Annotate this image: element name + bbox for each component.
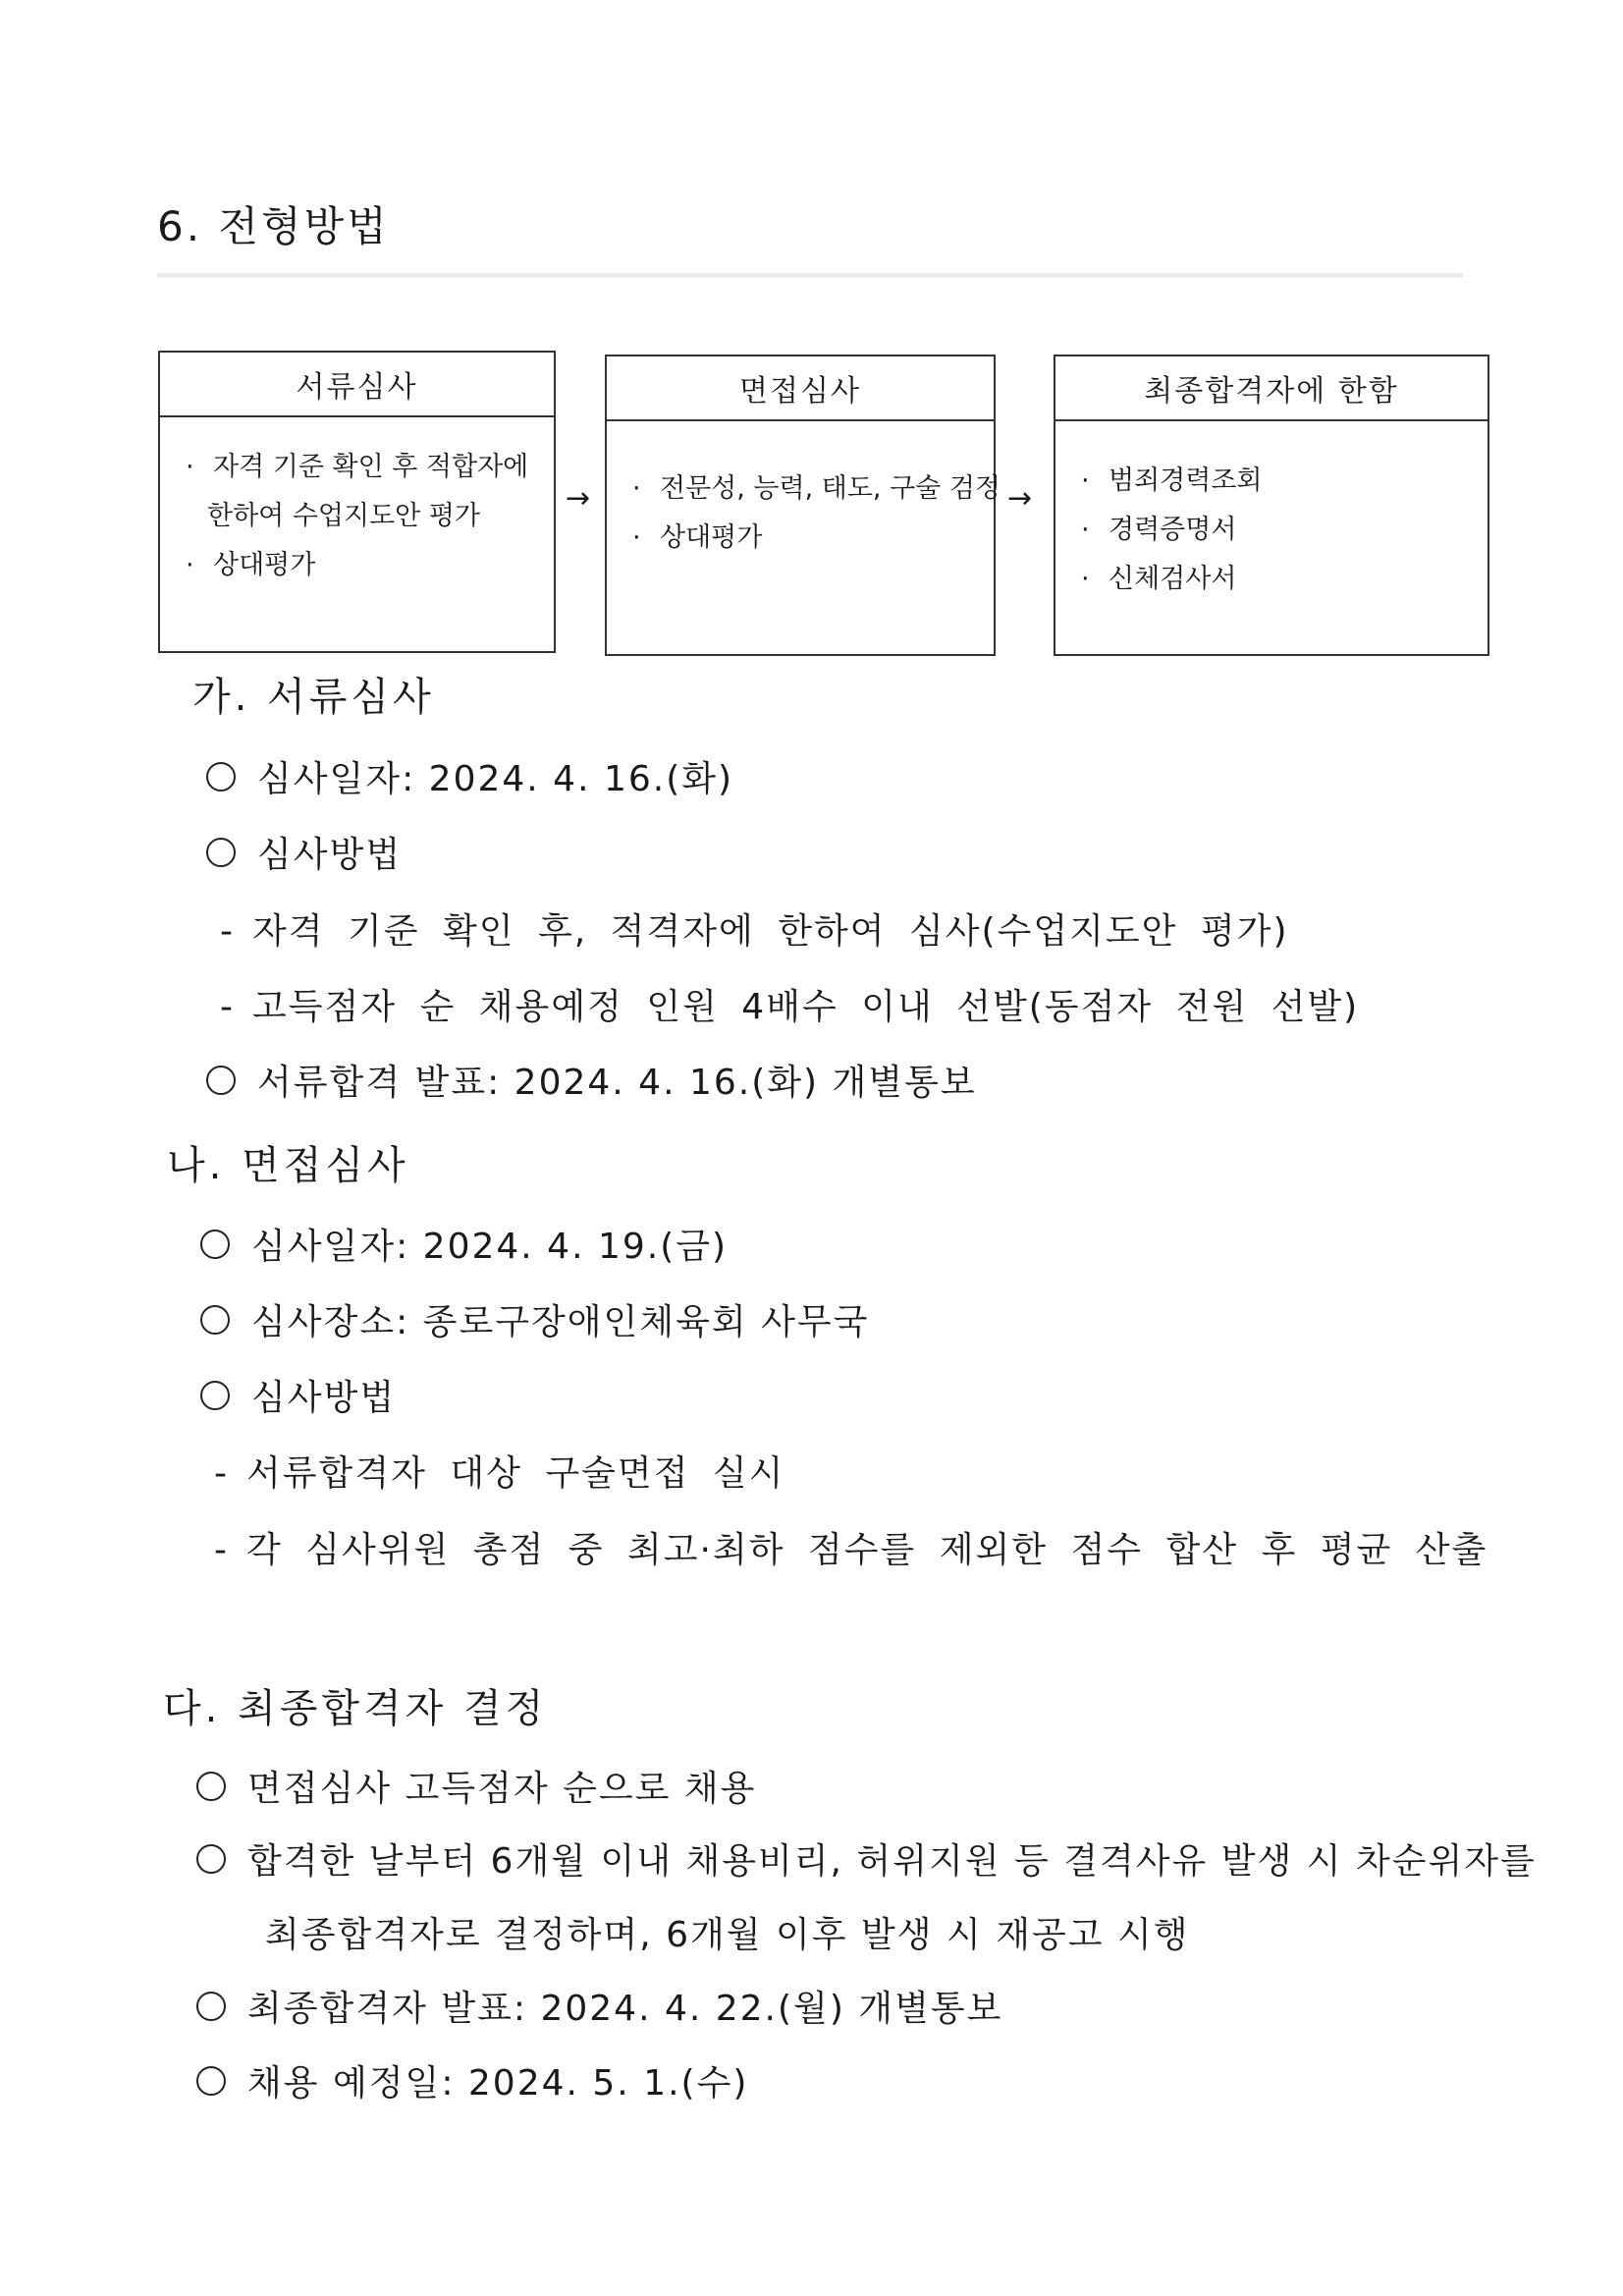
flow-bullet: · 범죄경력조회 — [1081, 465, 1263, 496]
circle-bullet-icon — [196, 1844, 226, 1874]
list-subitem: - 각 심사위원 총점 중 최고·최하 점수를 제외한 점수 합산 후 평균 산출 — [214, 1530, 1488, 1570]
section-title: 6. 전형방법 — [157, 202, 390, 250]
flow-box-body — [160, 417, 554, 590]
circle-bullet-icon — [200, 1305, 230, 1335]
list-subitem: - 자격 기준 확인 후, 적격자에 한하여 심사(수업지도안 평가) — [220, 911, 1289, 952]
title-divider — [157, 273, 1463, 278]
list-item: 심사방법 — [200, 1370, 396, 1420]
circle-bullet-icon — [196, 2066, 226, 2096]
flow-bullet: · 신체검사서 — [1081, 564, 1237, 594]
flow-box-body — [607, 421, 1001, 563]
circle-bullet-icon — [196, 1992, 226, 2021]
list-subitem: - 고득점자 순 채용예정 인원 4배수 이내 선발(동점자 전원 선발) — [220, 987, 1360, 1027]
dash-bullet: - — [214, 1530, 229, 1570]
flow-bullet: · 자격 기준 확인 후 적합자에 — [186, 452, 529, 482]
flow-box-title: 최종합격자에 한함 — [1055, 356, 1488, 421]
circle-bullet-icon — [196, 1772, 226, 1801]
list-item: 심사방법 — [206, 827, 402, 877]
circle-bullet-icon — [206, 762, 236, 792]
list-item: 면접심사 고득점자 순으로 채용 — [196, 1761, 756, 1811]
list-item: 서류합격 발표: 2024. 4. 16.(화) 개별통보 — [206, 1055, 977, 1105]
flow-box-final-candidates — [1054, 355, 1489, 656]
flow-arrow-icon: → — [566, 481, 591, 516]
list-item: 심사일자: 2024. 4. 16.(화) — [206, 751, 733, 801]
list-subitem: - 서류합격자 대상 구술면접 실시 — [214, 1453, 785, 1494]
list-item: 합격한 날부터 6개월 이내 채용비리, 허위지원 등 결격사유 발생 시 차순위자를 — [196, 1833, 1537, 1884]
flow-box-body — [1055, 421, 1488, 604]
subsection-heading-final-decision: 다. 최종합격자 결정 — [163, 1686, 548, 1731]
flow-box-document-review — [158, 351, 556, 653]
circle-bullet-icon — [200, 1381, 230, 1410]
circle-bullet-icon — [200, 1230, 230, 1259]
dash-bullet: - — [220, 911, 235, 952]
flow-bullet: · 상대평가 — [186, 550, 316, 580]
flow-arrow-icon: → — [1007, 481, 1033, 516]
circle-bullet-icon — [206, 838, 236, 867]
subsection-heading-document-review: 가. 서류심사 — [192, 675, 435, 720]
circle-bullet-icon — [206, 1066, 236, 1095]
list-item: 심사장소: 종로구장애인체육회 사무국 — [200, 1294, 869, 1344]
list-item: 최종합격자 발표: 2024. 4. 22.(월) 개별통보 — [196, 1981, 1002, 2031]
flow-box-title: 면접심사 — [607, 356, 994, 421]
list-item: 채용 예정일: 2024. 5. 1.(수) — [196, 2055, 748, 2105]
flow-bullet: · 경력증명서 — [1081, 515, 1237, 545]
flow-bullet: · 상대평가 — [632, 522, 763, 553]
flow-box-title: 서류심사 — [160, 353, 554, 417]
flow-bullet-continuation: 한하여 수업지도안 평가 — [207, 501, 480, 531]
dash-bullet: - — [214, 1453, 229, 1494]
subsection-heading-interview: 나. 면접심사 — [167, 1143, 409, 1188]
flow-box-interview — [605, 355, 1001, 656]
list-item-continuation: 최종합격자로 결정하며, 6개월 이후 발생 시 재공고 시행 — [265, 1915, 1190, 1955]
flow-bullet: · 전문성, 능력, 태도, 구술 검정 — [632, 473, 1001, 504]
list-item: 심사일자: 2024. 4. 19.(금) — [200, 1219, 728, 1269]
dash-bullet: - — [220, 987, 235, 1027]
